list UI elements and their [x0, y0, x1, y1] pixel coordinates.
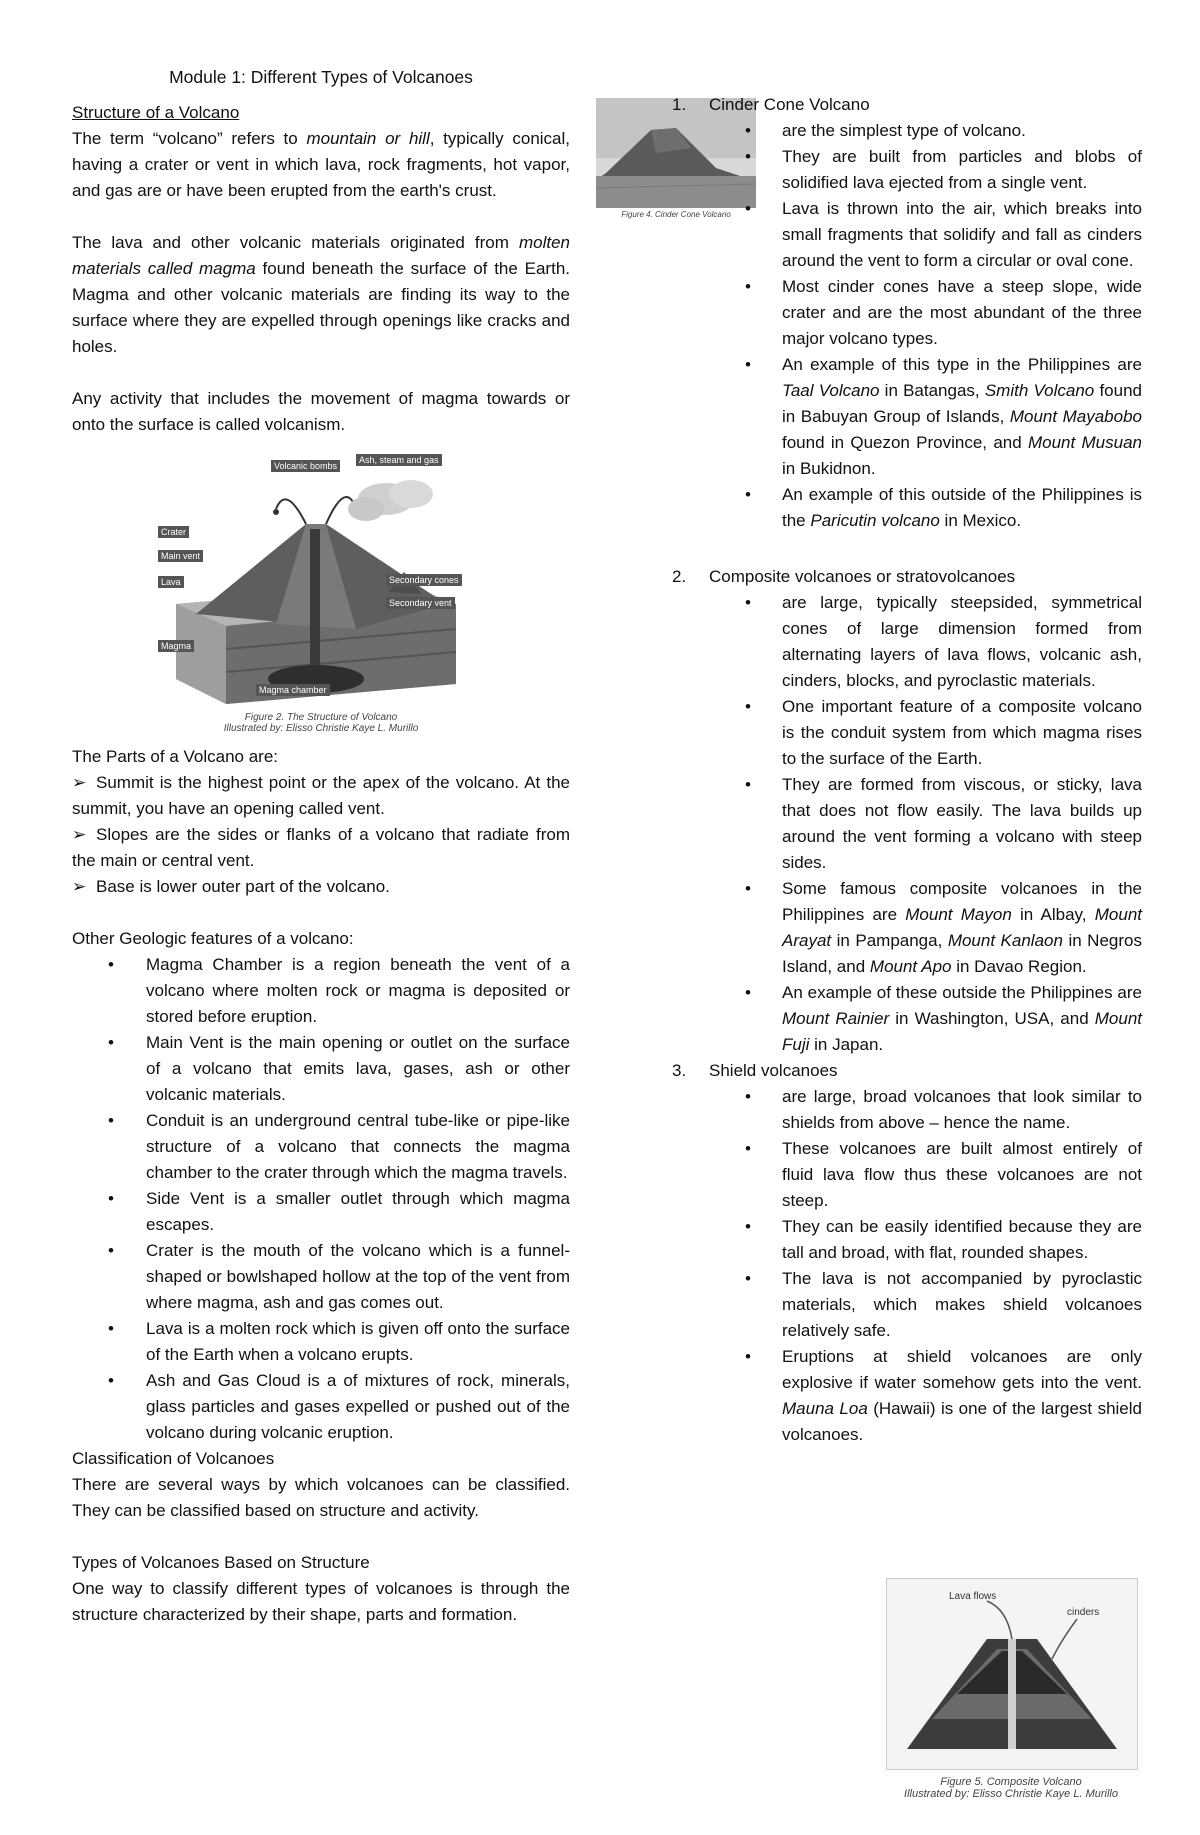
classification-heading: Classification of Volcanoes: [72, 1449, 275, 1468]
list-item: [672, 1266, 1142, 1344]
emphasis: molten materials called magma: [72, 233, 570, 278]
bullet-icon: •: [108, 1241, 114, 1260]
text: The term “volcano” refers to: [72, 129, 307, 148]
types-structure-heading: Types of Volcanoes Based on Structure: [72, 1553, 370, 1572]
emphasis: mountain or hill: [306, 129, 430, 148]
text: Side Vent is a smaller outlet through which magma escapes.: [146, 1189, 570, 1234]
text: are large, typically steepsided, symmetrical cones of large dimension formed from alternating layers of lava flows, volcanic ash, cinders, blocks, and pyroclastic materials.: [782, 593, 1142, 690]
text: (Hawaii) is one of the largest shield volcanoes.: [782, 1399, 1142, 1444]
text: Summit is the highest point or the apex of the volcano. At the summit, you have an opening called vent.: [72, 773, 570, 818]
list-item: [672, 1214, 1142, 1266]
emphasis: Taal Volcano: [782, 381, 880, 400]
text: in Japan.: [809, 1035, 884, 1054]
bullet-icon: •: [745, 593, 751, 612]
cinder-heading: [672, 92, 1142, 118]
parts-item: [72, 874, 570, 900]
text: Eruptions at shield volcanoes are only explosive if water somehow gets into the vent.: [782, 1347, 1142, 1392]
text: Slopes are the sides or flanks of a volcano that radiate from the main or central vent.: [72, 825, 570, 870]
list-item: [72, 1368, 570, 1446]
label-cinders: cinders: [1067, 1607, 1100, 1618]
text: Lava is a molten rock which is given off onto the surface of the Earth when a volcano erupts.: [146, 1319, 570, 1364]
arrow-bullet-icon: ➢: [72, 877, 87, 896]
right-column: [672, 92, 1142, 1448]
cinder-list: [672, 118, 1142, 534]
shield-list: [672, 1084, 1142, 1448]
text: found in Babuyan Group of Islands,: [782, 381, 1142, 426]
arrow-bullet-icon: ➢: [72, 825, 87, 844]
list-item: [672, 694, 1142, 772]
list-item: [672, 876, 1142, 980]
text: Crater is the mouth of the volcano which is a funnel-shaped or bowlshaped hollow at the top of the vent from where magma, ash and gas comes out.: [146, 1241, 570, 1312]
text: The lava and other volcanic materials originated from: [72, 233, 519, 252]
structure-paragraph-3: Any activity that includes the movement of magma towards or onto the surface is called volcanism.: [72, 389, 570, 434]
emphasis: Mount Arayat: [782, 905, 1143, 950]
label-magma-chamber: Magma chamber: [256, 684, 330, 696]
figure-2-credit: Illustrated by: Elisso Christie Kaye L. Murillo: [223, 723, 419, 734]
types-structure-text: One way to classify different types of volcanoes is through the structure characterized by their shape, parts and formation.: [72, 1579, 570, 1624]
emphasis: Mount Rainier: [782, 1009, 890, 1028]
text: Shield volcanoes: [709, 1061, 838, 1080]
bullet-icon: •: [108, 1371, 114, 1390]
text: An example of this type in the Philippines are: [782, 355, 1142, 374]
bullet-icon: •: [745, 147, 751, 166]
bullet-icon: •: [108, 1033, 114, 1052]
text: in Negros Island, and: [782, 931, 1142, 976]
other-features-list: [72, 952, 570, 1446]
text: Cinder Cone Volcano: [709, 95, 870, 114]
figure-5-credit: Illustrated by: Elisso Christie Kaye L. Murillo: [904, 1788, 1118, 1800]
text: in Mexico.: [939, 511, 1022, 530]
parts-heading: The Parts of a Volcano are:: [72, 747, 279, 766]
text: Most cinder cones have a steep slope, wide crater and are the most abundant of the three major volcano types.: [782, 277, 1142, 348]
emphasis: Smith Volcano: [984, 381, 1095, 400]
bullet-icon: •: [745, 1139, 751, 1158]
emphasis: Mount Mayabobo: [1009, 407, 1142, 426]
list-item: [672, 772, 1142, 876]
composite-volcano-figure: [886, 1578, 1136, 1800]
text: Lava is thrown into the air, which breaks into small fragments that solidify and fall as cinders around the vent to form a circular or oval cone.: [782, 199, 1142, 270]
list-item: [672, 118, 1142, 144]
arrow-bullet-icon: ➢: [72, 773, 87, 792]
bullet-icon: •: [108, 955, 114, 974]
list-item: [672, 1136, 1142, 1214]
text: These volcanoes are built almost entirely of fluid lava flow thus these volcanoes are not steep.: [782, 1139, 1142, 1210]
text: in Batangas,: [879, 381, 985, 400]
text: in Washington, USA, and: [889, 1009, 1095, 1028]
number: 2.: [672, 567, 687, 586]
text: in Bukidnon.: [782, 459, 876, 478]
structure-heading: Structure of a Volcano: [72, 103, 240, 122]
figure-2-caption: Figure 2. The Structure of Volcano: [244, 712, 398, 723]
text: in Pampanga,: [831, 931, 948, 950]
text: One important feature of a composite volcano is the conduit system from which magma rises to the surface of the Earth.: [782, 697, 1142, 768]
bullet-icon: •: [745, 277, 751, 296]
list-item: [72, 1238, 570, 1316]
parts-item: [72, 770, 570, 822]
emphasis: Mount Kanlaon: [947, 931, 1063, 950]
list-item: [672, 274, 1142, 352]
composite-list: [672, 590, 1142, 1058]
text: are large, broad volcanoes that look similar to shields from above – hence the name.: [782, 1087, 1142, 1132]
bullet-icon: •: [745, 697, 751, 716]
emphasis: Mauna Loa: [782, 1399, 868, 1418]
text: , typically conical, having a crater or vent in which lava, rock fragments, hot vapor, and gas are or have been erupted from the earth's crust.: [72, 129, 571, 200]
label-ash-steam-gas: Ash, steam and gas: [356, 454, 442, 466]
composite-volcano-illustration: [887, 1579, 1137, 1769]
text: An example of these outside the Philippines are: [782, 983, 1142, 1002]
text: They are formed from viscous, or sticky, lava that does not flow easily. The lava builds up around the vent forming a volcano with steep sides.: [782, 775, 1142, 872]
bullet-icon: •: [745, 355, 751, 374]
list-item: [672, 590, 1142, 694]
text: in Albay,: [1011, 905, 1095, 924]
module-title: Module 1: Different Types of Volcanoes: [169, 67, 473, 87]
list-item: [672, 196, 1142, 274]
figure-5-caption: Figure 5. Composite Volcano: [940, 1776, 1082, 1788]
bullet-icon: •: [745, 485, 751, 504]
text: An example of this outside of the Philippines is the: [782, 485, 1142, 530]
structure-paragraph-1: [72, 126, 570, 204]
label-crater: Crater: [158, 526, 189, 538]
shield-heading: [672, 1058, 1142, 1084]
list-item: [72, 952, 570, 1030]
bullet-icon: •: [745, 1347, 751, 1366]
list-item: [672, 482, 1142, 534]
label-secondary-vent: Secondary vent: [386, 597, 455, 609]
bullet-icon: •: [745, 1087, 751, 1106]
text: Base is lower outer part of the volcano.: [96, 877, 390, 896]
label-secondary-cones: Secondary cones: [386, 574, 462, 586]
bullet-icon: •: [745, 983, 751, 1002]
text: in Davao Region.: [951, 957, 1087, 976]
emphasis: Mount Apo: [869, 957, 952, 976]
bullet-icon: •: [745, 121, 751, 140]
list-item: [672, 144, 1142, 196]
text: Ash and Gas Cloud is a of mixtures of rock, minerals, glass particles and gases expelled or pushed out of the volcano during volcanic eruption.: [146, 1371, 570, 1442]
bullet-icon: •: [108, 1319, 114, 1338]
text: Conduit is an underground central tube-like or pipe-like structure of a volcano that connects the magma chamber to the crater through which the magma travels.: [146, 1111, 570, 1182]
list-item: [672, 1344, 1142, 1448]
bullet-icon: •: [108, 1111, 114, 1130]
label-volcanic-bombs: Volcanic bombs: [271, 460, 340, 472]
emphasis: Mount Fuji: [782, 1009, 1142, 1054]
text: Magma Chamber is a region beneath the vent of a volcano where molten rock or magma is deposited or stored before eruption.: [146, 955, 570, 1026]
text: The lava is not accompanied by pyroclastic materials, which makes shield volcanoes relatively safe.: [782, 1269, 1142, 1340]
bullet-icon: •: [745, 879, 751, 898]
label-lava: Lava: [158, 576, 184, 588]
text: are the simplest type of volcano.: [782, 121, 1026, 140]
parts-item: [72, 822, 570, 874]
structure-paragraph-2: [72, 230, 570, 360]
label-main-vent: Main vent: [158, 550, 203, 562]
text: found in Quezon Province, and: [782, 433, 1028, 452]
text: They can be easily identified because they are tall and broad, with flat, rounded shapes.: [782, 1217, 1142, 1262]
list-item: [72, 1030, 570, 1108]
emphasis: Paricutin volcano: [810, 511, 940, 530]
bullet-icon: •: [108, 1189, 114, 1208]
emphasis: Mount Mayon: [905, 905, 1012, 924]
label-lava-flows: Lava flows: [949, 1591, 997, 1602]
text: Composite volcanoes or stratovolcanoes: [709, 567, 1016, 586]
list-item: [72, 1186, 570, 1238]
list-item: [672, 980, 1142, 1058]
text: Some famous composite volcanoes in the Philippines are: [782, 879, 1142, 924]
label-magma: Magma: [158, 640, 194, 652]
list-item: [72, 1316, 570, 1368]
list-item: [72, 1108, 570, 1186]
text: found beneath the surface of the Earth. Magma and other volcanic materials are finding its way to the surface where they are expelled through openings like cracks and holes.: [72, 259, 570, 356]
number: 1.: [672, 95, 687, 114]
bullet-icon: •: [745, 1217, 751, 1236]
volcano-structure-figure: [156, 454, 486, 736]
list-item: [672, 352, 1142, 482]
text: Main Vent is the main opening or outlet on the surface of a volcano that emits lava, gases, ash or other volcanic materials.: [146, 1033, 570, 1104]
list-item: [672, 1084, 1142, 1136]
other-features-heading: Other Geologic features of a volcano:: [72, 929, 354, 948]
bullet-icon: •: [745, 1269, 751, 1288]
emphasis: Mount Musuan: [1027, 433, 1142, 452]
composite-heading: [672, 564, 1142, 590]
number: 3.: [672, 1061, 687, 1080]
classification-text: There are several ways by which volcanoes can be classified. They can be classified based on structure and activity.: [72, 1475, 570, 1520]
cinder-photo-caption: Figure 4. Cinder Cone Volcano: [621, 210, 731, 219]
bullet-icon: •: [745, 199, 751, 218]
text: They are built from particles and blobs of solidified lava ejected from a single vent.: [782, 147, 1142, 192]
bullet-icon: •: [745, 775, 751, 794]
left-column: [72, 64, 570, 1628]
